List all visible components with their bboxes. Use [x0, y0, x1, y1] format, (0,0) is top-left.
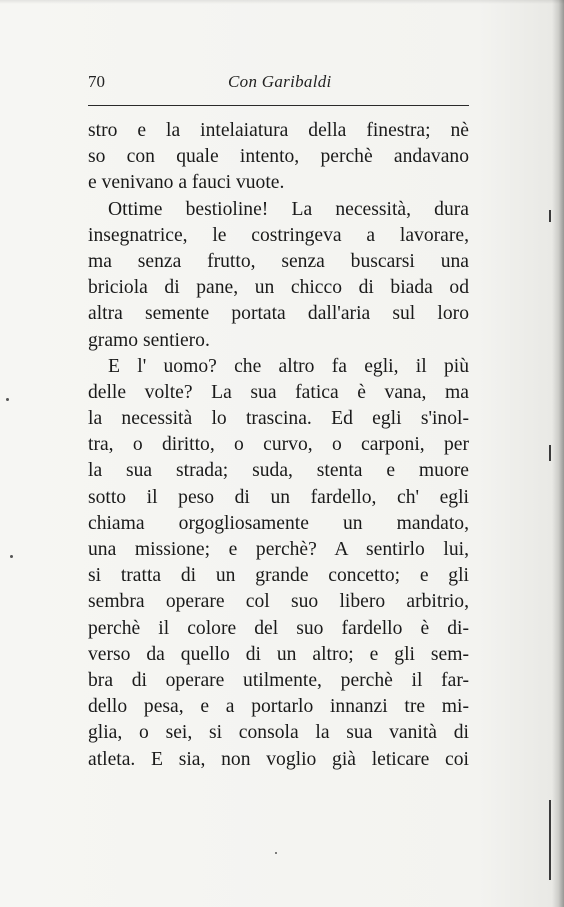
text-line: bra di operare utilmente, perchè il far-: [88, 669, 469, 691]
margin-mark: [549, 210, 551, 222]
header-rule: [88, 105, 469, 106]
body-text: [88, 118, 469, 773]
text-line: stro e la intelaiatura della finestra; nè: [88, 120, 469, 141]
text-line: perchè il colore del suo fardello è di-: [88, 617, 469, 639]
scan-speck: [10, 555, 13, 558]
text-line: atleta. E sia, non voglio già leticare coi: [88, 748, 469, 770]
text-line: una missione; e perchè? A sentirlo lui,: [88, 539, 469, 560]
page-binding-shadow: [552, 0, 564, 907]
page-header: [88, 72, 469, 96]
margin-mark: [549, 445, 551, 461]
text-line: insegnatrice, le costringeva a lavorare,: [88, 224, 469, 246]
text-line: delle volte? La sua fatica è vana, ma: [88, 381, 469, 403]
page-top-edge: [0, 0, 564, 4]
text-line: gramo sentiero.: [88, 329, 210, 351]
text-line: sotto il peso di un fardello, ch' egli: [88, 486, 469, 508]
text-line: si tratta di un grande concetto; e gli: [88, 565, 469, 587]
text-line: dello pesa, e a portarlo innanzi tre mi-: [88, 696, 469, 718]
scan-speck: [275, 852, 277, 854]
text-line: ma senza frutto, senza buscarsi una: [88, 250, 469, 272]
text-line: sembra operare col suo libero arbitrio,: [88, 591, 469, 613]
text-line: verso da quello di un altro; e gli sem-: [88, 643, 469, 665]
scan-speck: [6, 398, 9, 401]
text-line: briciola di pane, un chicco di biada od: [88, 277, 469, 299]
margin-mark: [549, 800, 551, 880]
page-number: 70: [88, 72, 105, 91]
text-line: glia, o sei, si consola la sua vanità di: [88, 722, 469, 744]
text-line: Ottime bestioline! La necessità, dura: [108, 198, 469, 220]
text-line: so con quale intento, perchè andavano: [88, 146, 469, 168]
text-line: la sua strada; suda, stenta e muore: [88, 460, 469, 482]
text-line: tra, o diritto, o curvo, o carponi, per: [88, 434, 469, 456]
text-line: altra semente portata dall'aria sul loro: [88, 303, 469, 325]
text-line: la necessità lo trascina. Ed egli s'inol-: [88, 408, 469, 430]
text-line: e venivano a fauci vuote.: [88, 172, 285, 194]
text-line: chiama orgogliosamente un mandato,: [88, 512, 469, 534]
running-title: Con Garibaldi: [228, 72, 332, 91]
text-line: E l' uomo? che altro fa egli, il più: [108, 355, 469, 377]
